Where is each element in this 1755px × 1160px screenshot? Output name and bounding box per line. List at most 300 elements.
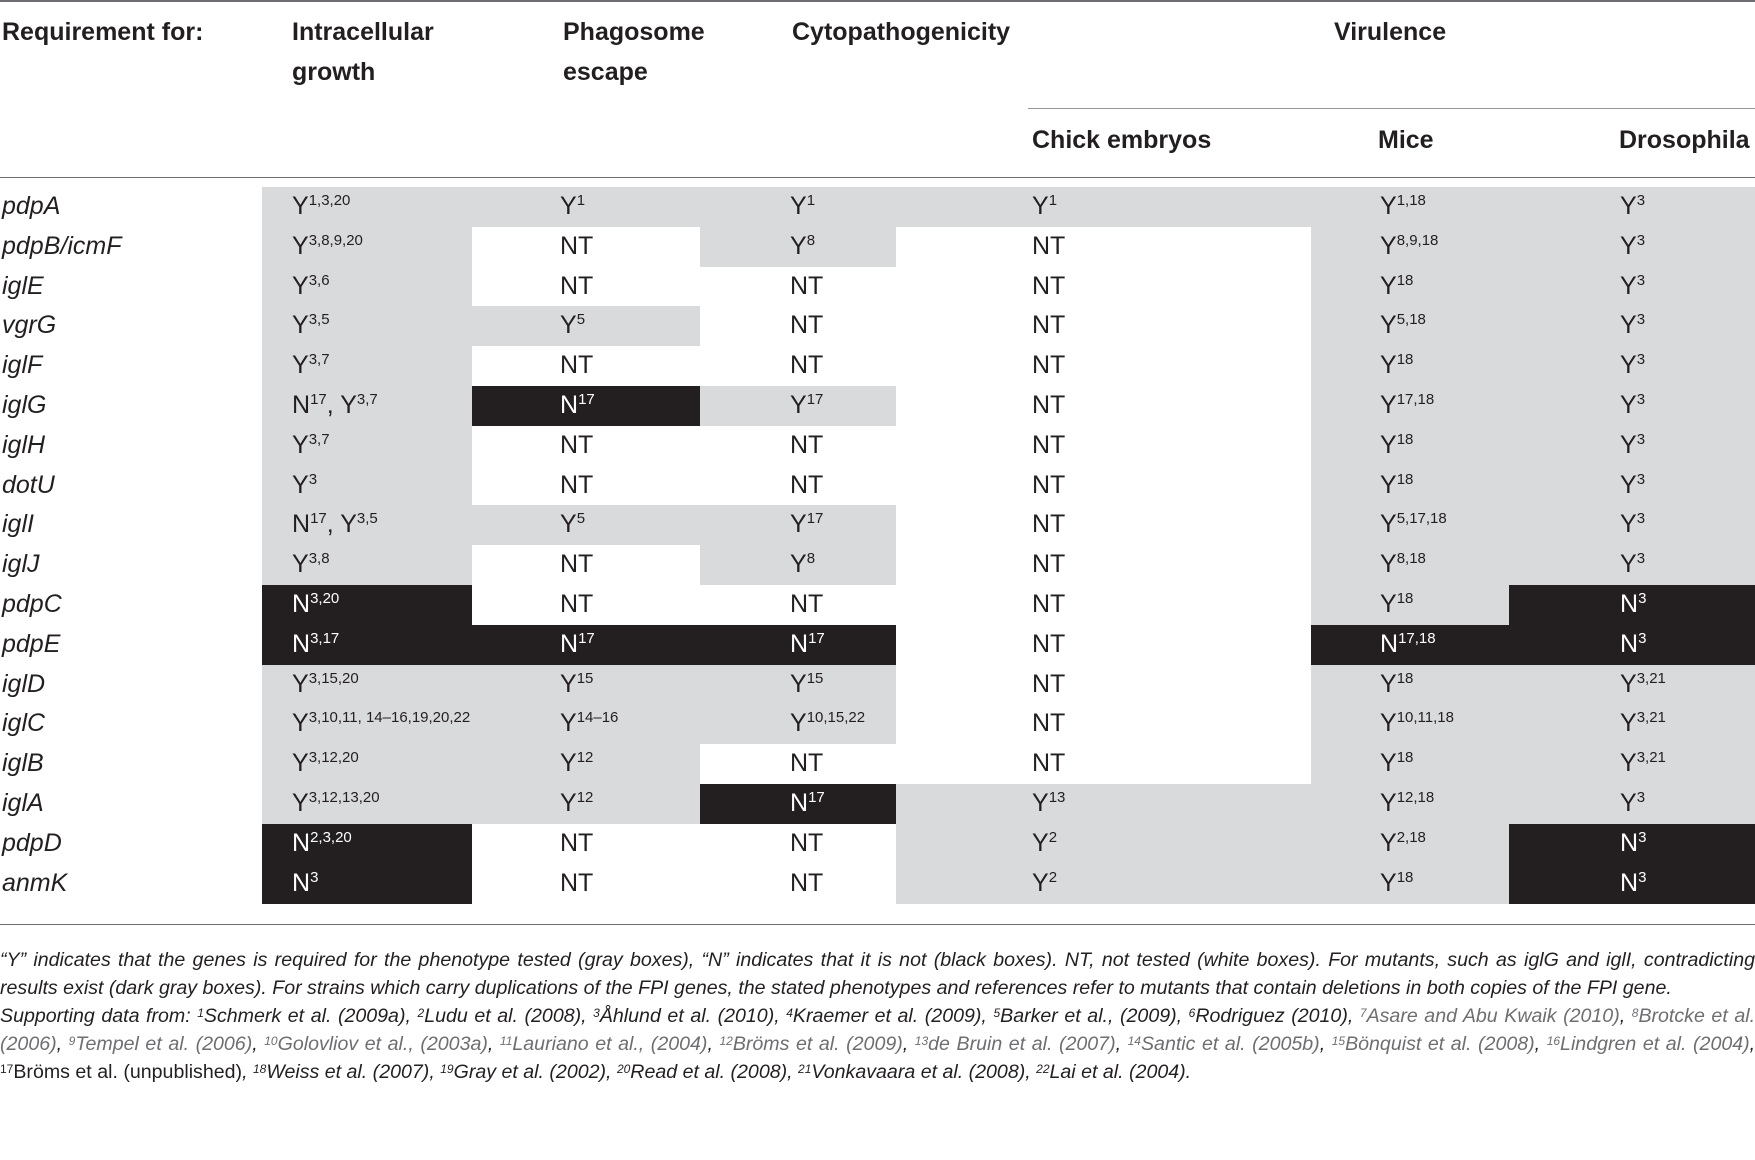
result-symbol: Y <box>1620 391 1637 419</box>
result-symbol: N <box>560 391 579 419</box>
cell-value <box>1032 345 1065 385</box>
result-symbol: Y <box>1620 510 1637 539</box>
result-symbol: Y <box>1380 550 1397 579</box>
cell-value <box>1620 664 1666 704</box>
gene-name: pdpC <box>2 590 62 618</box>
result-symbol: NT <box>560 271 594 300</box>
cell-chick-embryos <box>896 306 1311 346</box>
reference-superscript: 18 <box>1396 590 1414 607</box>
cell-chick-embryos <box>896 466 1311 506</box>
result-symbol: Y <box>292 271 309 300</box>
reference-item <box>915 1033 1116 1055</box>
result-symbol: Y <box>790 231 807 260</box>
result-symbol: NT <box>790 351 824 380</box>
gene-name: iglE <box>2 271 44 300</box>
reference-superscript: 1 <box>1048 192 1058 209</box>
reference-citation: Bröms et al. (unpublished) <box>13 1061 243 1083</box>
cell-value <box>560 823 593 863</box>
reference-superscript: 3 <box>1636 351 1646 369</box>
cell-value <box>1032 385 1065 425</box>
reference-superscript: 3 <box>310 868 319 886</box>
result-symbol: Y <box>1620 709 1637 738</box>
cell-value <box>1620 863 1646 903</box>
result-symbol: Y <box>1380 590 1397 618</box>
reference-number: 13 <box>914 1034 929 1048</box>
result-symbol: Y <box>292 709 309 738</box>
result-symbol: NT <box>560 868 594 897</box>
reference-item <box>1189 1005 1348 1027</box>
result-symbol: Y <box>790 709 807 738</box>
result-symbol: Y <box>1380 311 1397 340</box>
cell-value <box>790 823 823 863</box>
cell-value <box>1380 743 1413 783</box>
gene-name: pdpE <box>2 629 61 658</box>
reference-superscript: 3 <box>1638 828 1647 846</box>
cell-chick-embryos <box>896 187 1311 227</box>
reference-citation: Bönquist et al. (2008) <box>1345 1033 1535 1055</box>
cell-value <box>1380 584 1413 624</box>
result-symbol: NT <box>790 430 824 459</box>
result-symbol: Y <box>790 669 807 698</box>
reference-number: 20 <box>616 1062 631 1076</box>
reference-number: 11 <box>499 1034 513 1048</box>
reference-superscript: 2,18 <box>1396 828 1426 846</box>
reference-superscript: 3 <box>1636 430 1646 448</box>
cell-value <box>1032 743 1065 783</box>
result-symbol: Y <box>1620 192 1637 220</box>
reference-superscript: 3 <box>1636 271 1646 289</box>
reference-superscript: 3 <box>1636 311 1646 329</box>
reference-superscript: 17 <box>578 391 595 408</box>
cell-value <box>292 226 363 266</box>
cell-value <box>1620 783 1645 823</box>
reference-item <box>593 1005 774 1027</box>
reference-superscript: 12,18 <box>1396 789 1435 806</box>
cell-value <box>292 544 330 584</box>
cell-chick-embryos <box>896 426 1311 466</box>
reference-citation: Lai et al. (2004) <box>1049 1061 1186 1083</box>
cell-value <box>292 624 339 664</box>
cell-value <box>560 743 593 783</box>
cell-phagosome-escape <box>472 187 700 227</box>
cell-value <box>560 385 595 425</box>
result-symbol: Y <box>292 749 309 778</box>
reference-item <box>1360 1005 1620 1027</box>
reference-citation: Ludu et al. (2008) <box>424 1005 582 1027</box>
cell-value <box>790 863 823 903</box>
reference-item <box>69 1033 253 1055</box>
cell-value <box>292 385 378 425</box>
gene-name: dotU <box>2 470 55 499</box>
reference-citation: Bröms et al. (2009) <box>732 1033 903 1055</box>
result-symbol: Y <box>560 789 577 817</box>
reference-superscript: 3,6 <box>308 271 330 289</box>
cell-value <box>292 743 359 783</box>
result-symbol: Y <box>1380 709 1397 738</box>
cell-value <box>292 863 318 903</box>
reference-citation: Rodriguez (2010) <box>1195 1005 1348 1027</box>
reference-citation: Gray et al. (2002) <box>453 1061 607 1083</box>
reference-superscript: 17 <box>310 510 327 528</box>
reference-superscript: 3,8,9,20 <box>308 231 363 249</box>
reference-superscript: 3,7 <box>356 391 378 408</box>
result-symbol: Y <box>1380 868 1397 897</box>
supporting-data: Supporting data from: $^1$Schmerk et al. (2009a), $^2$Ludu et al. (2008), $^3$Åhlund et al. (2010), $^4$Kraemer et al. (2009), $^5$Barker et al., (2009), $^6$Rodriguez (2010), $^7$Asare and Abu Kwaik (2010), $^8$Brotcke et al. (2006), $^9$Tempel et al. (2006), $^{10}$Golovliov et al., (2003a), $^{11}$Lauriano et al., (2004), $^{12}$Bröms et al. (2009), $^{13}$de Bruin et al. (2007), $^{14}$Santic et al. (2005b), $^{15}$Bönquist et al. (2008), $^{16}$Lindgren et al. (2004), $^{17}$Bröms et al. (unpublished), $^{18}$Weiss et al. (2007), $^{19}$Gray et al. (2002), $^{20}$Read et al. (2008), $^{21}$Vonkavaara et al. (2008), $^{22}$Lai et al. (2004). <box>0 1005 1755 1083</box>
cell-value <box>790 385 823 425</box>
result-symbol: Y <box>1620 430 1637 459</box>
header-phagosome-escape <box>563 12 705 92</box>
reference-item <box>617 1061 787 1083</box>
cell-value <box>790 345 823 385</box>
reference-item <box>264 1033 488 1055</box>
result-symbol: Y <box>1620 669 1637 698</box>
result-symbol: Y <box>1620 311 1637 340</box>
cell-value <box>1380 624 1436 664</box>
cell-value <box>1620 465 1645 505</box>
reference-superscript: 18 <box>1396 868 1414 886</box>
cell-chick-embryos <box>896 625 1311 665</box>
reference-superscript: 12 <box>576 789 594 806</box>
cell-value <box>1032 465 1065 505</box>
reference-superscript: 8,9,18 <box>1396 231 1439 249</box>
reference-number: 10 <box>264 1034 278 1048</box>
reference-superscript: 10,11,18 <box>1396 709 1454 727</box>
reference-superscript: 3,7 <box>308 351 330 369</box>
cell-value <box>292 305 330 345</box>
gene-name: iglA <box>2 789 44 817</box>
reference-superscript: 5 <box>576 311 586 329</box>
reference-item <box>197 1005 405 1027</box>
reference-number: 4 <box>786 1006 793 1020</box>
reference-superscript: 17 <box>310 391 327 408</box>
cell-value <box>1032 624 1065 664</box>
cell-value <box>1032 664 1065 704</box>
result-symbol: Y <box>1380 470 1397 499</box>
cell-chick-embryos <box>896 824 1311 864</box>
result-symbol: N <box>1620 590 1639 618</box>
cell-value <box>1032 504 1065 544</box>
header-phagosome-line1: Phagosome <box>563 18 705 46</box>
reference-citation: Barker et al., (2009) <box>1000 1005 1177 1027</box>
reference-superscript: 3,20 <box>310 590 340 607</box>
result-symbol: Y <box>1380 351 1397 380</box>
cell-value <box>560 624 595 664</box>
result-symbol: Y <box>1032 192 1049 220</box>
reference-superscript: 3,21 <box>1636 709 1666 727</box>
cell-value <box>1032 703 1065 743</box>
reference-superscript: 3 <box>1636 789 1646 806</box>
cell-value <box>1380 385 1434 425</box>
result-symbol: N <box>1620 828 1639 857</box>
reference-superscript: 3 <box>308 470 318 488</box>
result-symbol: Y <box>1620 550 1637 579</box>
cell-value <box>1620 544 1645 584</box>
reference-superscript: 3,21 <box>1636 749 1666 767</box>
result-symbol: NT <box>1032 271 1066 300</box>
cell-value <box>790 186 815 226</box>
result-symbol: N <box>790 629 809 658</box>
reference-number: 22 <box>1036 1062 1050 1076</box>
result-symbol: NT <box>1032 550 1066 579</box>
cell-value <box>790 425 823 465</box>
header-mice: Mice <box>1378 126 1434 154</box>
reference-item <box>0 1061 242 1083</box>
result-symbol: N <box>292 510 311 539</box>
cell-value <box>560 783 593 823</box>
cell-value <box>1032 266 1065 306</box>
result-symbol: N <box>292 391 311 419</box>
cell-value <box>1380 186 1426 226</box>
reference-number: 3 <box>593 1006 600 1020</box>
cell-value <box>1380 783 1434 823</box>
result-symbol: Y <box>1380 669 1397 698</box>
result-symbol: Y <box>1032 789 1049 817</box>
gene-name: iglJ <box>2 550 40 579</box>
reference-citation: Santic et al. (2005b) <box>1140 1033 1320 1055</box>
cell-value <box>292 425 330 465</box>
reference-superscript: 3,21 <box>1636 669 1666 687</box>
result-symbol: NT <box>1032 629 1066 658</box>
reference-citation: Brotcke et al. (2006) <box>0 1005 1755 1055</box>
result-symbol: Y <box>1032 868 1049 897</box>
result-symbol: Y <box>560 749 577 778</box>
cell-value <box>1032 783 1065 823</box>
cell-value <box>790 504 823 544</box>
cell-value <box>790 624 825 664</box>
reference-item <box>786 1005 981 1027</box>
reference-superscript: 3 <box>1636 510 1646 528</box>
result-symbol: NT <box>790 590 824 618</box>
result-symbol: NT <box>790 271 824 300</box>
header-virulence: Virulence <box>1334 18 1447 46</box>
cell-value <box>1380 425 1413 465</box>
result-symbol: NT <box>1032 749 1066 778</box>
cell-value <box>292 783 380 823</box>
cell-chick-embryos <box>896 784 1311 824</box>
cell-value <box>1380 266 1413 306</box>
result-symbol: Y <box>1032 828 1049 857</box>
result-symbol: NT <box>1032 351 1066 380</box>
result-symbol: NT <box>1032 470 1066 499</box>
result-symbol: Y <box>292 430 309 459</box>
result-symbol: NT <box>560 231 594 260</box>
result-symbol: Y <box>560 192 577 220</box>
result-symbol: NT <box>1032 311 1066 340</box>
table-bottom-rule <box>0 924 1755 925</box>
reference-number: 9 <box>68 1034 76 1048</box>
result-symbol: Y <box>790 510 807 539</box>
result-symbol: Y <box>1380 430 1397 459</box>
gene-name: iglC <box>2 709 46 738</box>
cell-value <box>560 703 618 743</box>
reference-superscript: 3,10,11, 14–16,19,20,22 <box>308 709 471 727</box>
reference-superscript: 3,12,20 <box>308 749 359 767</box>
result-symbol: NT <box>560 430 594 459</box>
reference-item <box>798 1061 1025 1083</box>
cell-value <box>1380 226 1438 266</box>
reference-item <box>253 1061 429 1083</box>
reference-item <box>418 1005 582 1027</box>
cell-value <box>560 186 585 226</box>
reference-superscript: 13 <box>1048 789 1066 806</box>
cell-value <box>790 703 865 743</box>
cell-chick-embryos <box>896 227 1311 267</box>
table-notes <box>0 946 1755 1086</box>
reference-citation: Vonkavaara et al. (2008) <box>811 1061 1026 1083</box>
reference-item <box>1332 1033 1535 1055</box>
cell-value <box>1380 465 1413 505</box>
reference-superscript: 17 <box>578 629 595 647</box>
cell-value <box>1620 743 1666 783</box>
reference-superscript: 2,3,20 <box>310 828 352 846</box>
cell-value <box>1620 703 1666 743</box>
header-chick-embryos: Chick embryos <box>1032 126 1212 154</box>
gene-name: iglI <box>2 510 34 539</box>
result-symbol: NT <box>560 550 594 579</box>
table-top-rule <box>0 0 1755 2</box>
result-symbol: N <box>292 828 311 857</box>
cell-value <box>1032 186 1057 226</box>
reference-citation: Asare and Abu Kwaik (2010) <box>1366 1005 1620 1027</box>
cell-value <box>790 266 823 306</box>
cell-value <box>560 664 593 704</box>
reference-superscript: 3,17 <box>310 629 340 647</box>
cell-chick-embryos <box>896 744 1311 784</box>
reference-superscript: 18 <box>1396 351 1414 369</box>
cell-chick-embryos <box>896 346 1311 386</box>
cell-phagosome-escape <box>472 505 700 545</box>
header-intracellular-line1: Intracellular <box>292 18 434 46</box>
cell-value <box>292 703 470 743</box>
result-symbol: Y <box>1380 749 1397 778</box>
result-symbol: Y <box>292 550 309 579</box>
cell-value <box>560 226 593 266</box>
result-symbol: NT <box>790 470 824 499</box>
reference-superscript: 18 <box>1396 430 1414 448</box>
result-symbol: N <box>292 629 311 658</box>
reference-citation: Read et al. (2008) <box>630 1061 788 1083</box>
reference-number: 15 <box>1331 1034 1346 1048</box>
result-symbol: Y <box>1380 192 1397 220</box>
reference-superscript: 17,18 <box>1396 391 1435 408</box>
result-symbol: NT <box>790 868 824 897</box>
result-symbol: N <box>292 868 311 897</box>
reference-superscript: 3,8 <box>308 550 330 568</box>
reference-superscript: 3 <box>1638 868 1647 886</box>
reference-citation: Schmerk et al. (2009a) <box>203 1005 406 1027</box>
reference-superscript: 3,12,13,20 <box>308 789 380 806</box>
cell-value <box>292 584 339 624</box>
result-symbol: NT <box>1032 391 1066 419</box>
reference-superscript: 3 <box>1636 470 1646 488</box>
result-symbol: N <box>790 789 809 817</box>
reference-superscript: 18 <box>1396 749 1414 767</box>
gene-name: iglF <box>2 351 43 380</box>
reference-superscript: 17 <box>808 629 825 647</box>
reference-superscript: 10,15,22 <box>806 709 866 727</box>
cell-chick-embryos <box>896 505 1311 545</box>
reference-number: 1 <box>197 1006 204 1020</box>
reference-item <box>500 1033 708 1055</box>
reference-superscript: 17,18 <box>1398 629 1436 647</box>
reference-citation: de Bruin et al. (2007) <box>928 1033 1116 1055</box>
reference-citation: Golovliov et al., (2003a) <box>277 1033 488 1055</box>
cell-value <box>790 783 825 823</box>
result-symbol: Y <box>1380 391 1397 419</box>
reference-superscript: 14–16 <box>576 709 619 727</box>
result-symbol: NT <box>1032 231 1066 260</box>
gene-name: iglH <box>2 430 46 459</box>
result-symbol: Y <box>1380 789 1397 817</box>
result-symbol: Y <box>292 311 309 340</box>
result-symbol: NT <box>1032 709 1066 738</box>
reference-citation: Tempel et al. (2006) <box>75 1033 253 1055</box>
cell-value <box>560 345 593 385</box>
reference-superscript: 15 <box>806 669 824 687</box>
reference-superscript: 3,7 <box>308 430 330 448</box>
result-symbol: Y <box>1380 271 1397 300</box>
result-symbol: NT <box>1032 669 1066 698</box>
reference-superscript: 18 <box>1396 271 1414 289</box>
result-symbol: NT <box>1032 430 1066 459</box>
cell-value <box>1380 823 1426 863</box>
reference-number: 12 <box>719 1034 733 1048</box>
result-symbol: Y <box>1380 510 1397 539</box>
cell-chick-embryos <box>896 704 1311 744</box>
result-symbol: Y <box>1620 271 1637 300</box>
gene-name: pdpA <box>2 192 61 220</box>
result-symbol: NT <box>560 828 594 857</box>
cell-value <box>292 345 330 385</box>
cell-value <box>560 544 593 584</box>
cell-value <box>560 305 585 345</box>
reference-number: 2 <box>417 1006 425 1020</box>
cell-chick-embryos <box>896 665 1311 705</box>
gene-name: pdpD <box>2 828 62 857</box>
header-intracellular-line2: growth <box>292 58 376 86</box>
header-bottom-rule <box>0 177 1755 178</box>
cell-value <box>1380 504 1447 544</box>
reference-citation: Weiss et al. (2007) <box>266 1061 430 1083</box>
cell-value <box>1032 425 1065 465</box>
reference-citation: Kraemer et al. (2009) <box>792 1005 982 1027</box>
result-symbol: Y <box>292 669 309 698</box>
cell-value <box>1620 624 1646 664</box>
result-symbol: Y <box>292 789 309 817</box>
cell-value <box>790 544 815 584</box>
cell-value <box>1380 863 1413 903</box>
virulence-subrule <box>1028 108 1755 109</box>
cell-chick-embryos <box>896 585 1311 625</box>
result-symbol: Y <box>1620 789 1637 817</box>
result-symbol: Y <box>790 391 807 419</box>
result-symbol: Y <box>560 311 577 340</box>
reference-superscript: 1,3,20 <box>308 192 351 209</box>
reference-superscript: 1,18 <box>1396 192 1426 209</box>
gene-name: iglG <box>2 391 47 419</box>
result-symbol: Y <box>292 231 309 260</box>
reference-superscript: 3 <box>1638 629 1647 647</box>
reference-superscript: 1 <box>576 192 586 209</box>
result-symbol: N <box>1620 868 1639 897</box>
reference-citation: Åhlund et al. (2010) <box>599 1005 775 1027</box>
reference-citation: Lauriano et al., (2004) <box>512 1033 708 1055</box>
result-symbol: NT <box>560 590 594 618</box>
result-symbol: NT <box>560 470 594 499</box>
cell-value <box>292 664 359 704</box>
result-symbol: Y <box>1620 351 1637 380</box>
cell-value <box>790 226 815 266</box>
